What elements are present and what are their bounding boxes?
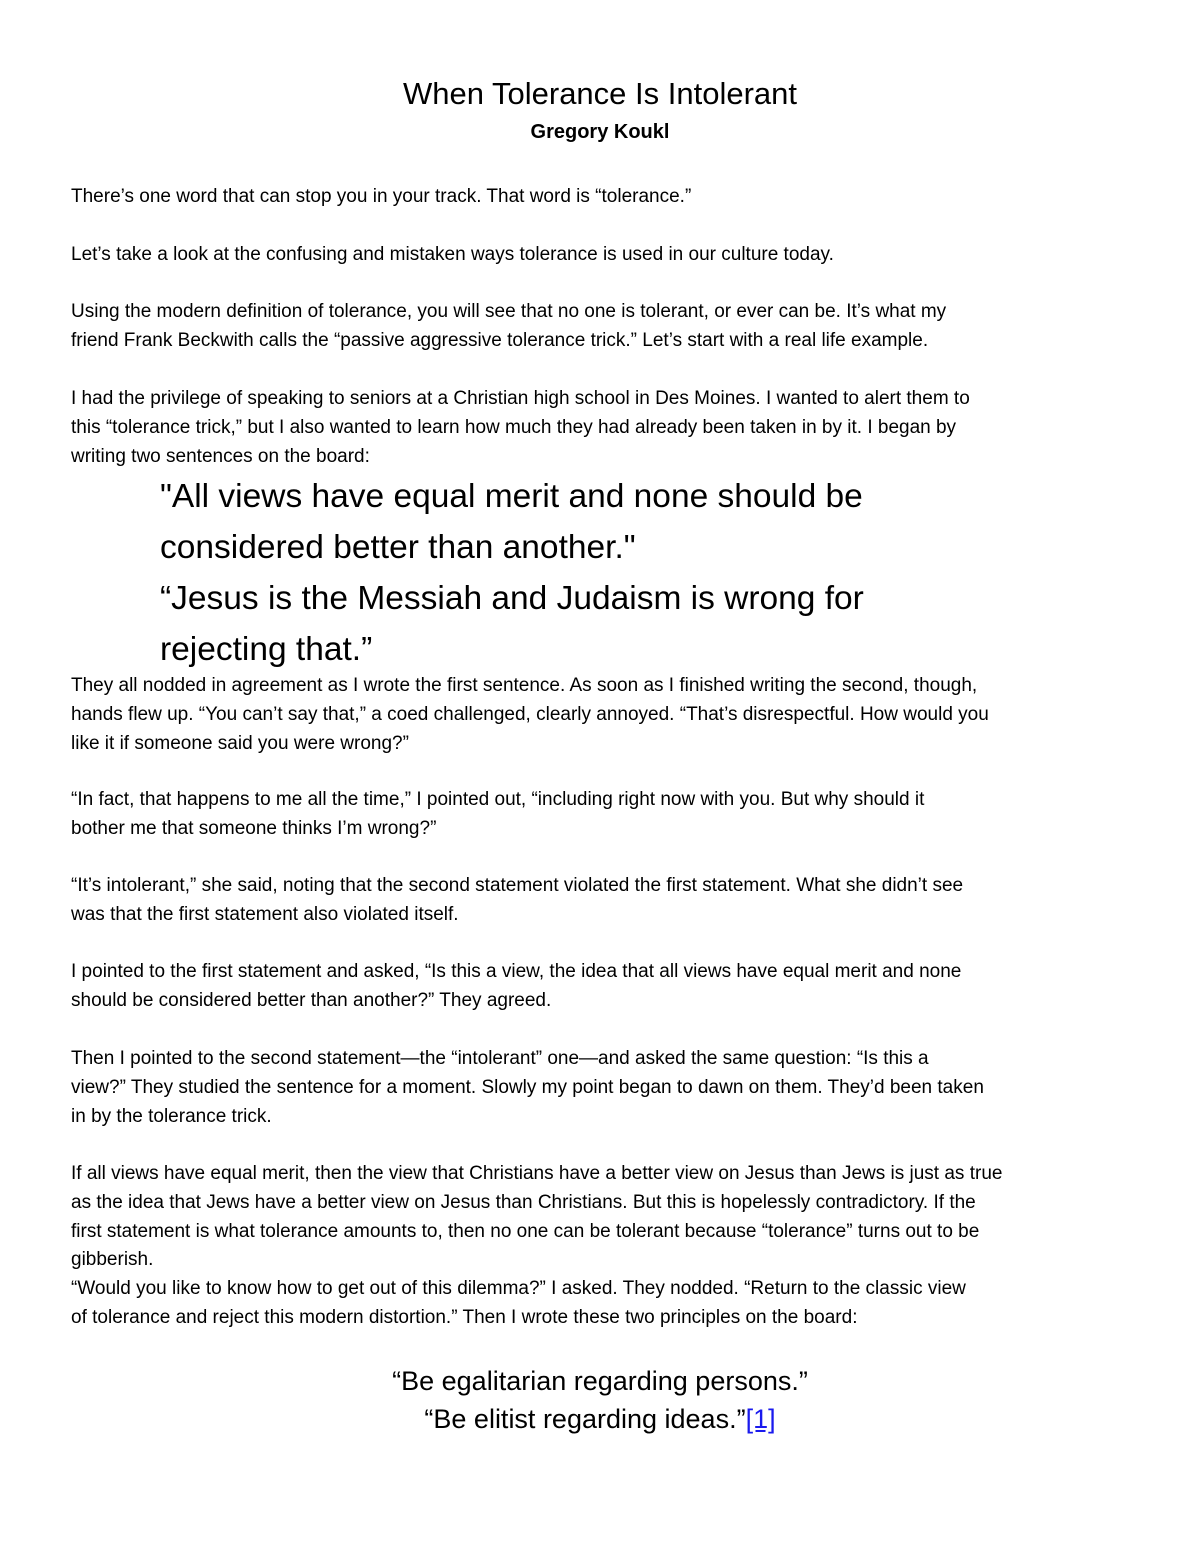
board-quote bbox=[160, 471, 1060, 675]
paragraph-line: Then I pointed to the second statement—the “intolerant” one—and asked the same question: “Is this a bbox=[71, 1048, 929, 1069]
paragraph-5 bbox=[71, 672, 1136, 758]
paragraph-line: writing two sentences on the board: bbox=[71, 445, 370, 467]
board-quote-line: “Jesus is the Messiah and Judaism is wrong for bbox=[160, 580, 864, 617]
paragraph-7 bbox=[71, 872, 1136, 930]
footnote-link[interactable]: [1] bbox=[745, 1404, 776, 1434]
principle-line-2-text: “Be elitist regarding ideas.” bbox=[424, 1404, 746, 1434]
paragraph-line: “Would you like to know how to get out of this dilemma?” I asked. They nodded. “Return to the classic view bbox=[71, 1278, 966, 1300]
paragraph-line: I had the privilege of speaking to seniors at a Christian high school in Des Moines. I wanted to alert them to bbox=[71, 388, 970, 409]
paragraph-line: first statement is what tolerance amounts to, then no one can be tolerant because “tolerance” turns out to be bbox=[71, 1220, 980, 1242]
paragraph-line: gibberish. bbox=[71, 1249, 154, 1271]
paragraph-4 bbox=[71, 385, 1136, 471]
paragraph-line: I pointed to the first statement and asked, “Is this a view, the idea that all views have equal merit and none bbox=[71, 961, 962, 982]
paragraph-line: like it if someone said you were wrong?” bbox=[71, 732, 409, 754]
principles-block bbox=[0, 1362, 1200, 1438]
paragraph-10 bbox=[71, 1160, 1136, 1333]
principle-line-2 bbox=[0, 1400, 1200, 1438]
paragraph-line: as the idea that Jews have a better view on Jesus than Christians. But this is hopelessly contradictory. If the bbox=[71, 1191, 976, 1213]
paragraph-line: “It’s intolerant,” she said, noting that the second statement violated the first statement. What she didn’t see bbox=[71, 875, 964, 896]
principle-line-1: “Be egalitarian regarding persons.” bbox=[392, 1366, 808, 1396]
paragraph-2 bbox=[71, 241, 1136, 270]
board-quote-line: considered better than another." bbox=[160, 529, 636, 566]
paragraph-line: this “tolerance trick,” but I also wanted to learn how much they had already been taken in by it. I began by bbox=[71, 416, 957, 438]
paragraph-9 bbox=[71, 1045, 1136, 1131]
paragraph-6 bbox=[71, 786, 1136, 844]
paragraph-line: should be considered better than another?” They agreed. bbox=[71, 989, 552, 1011]
paragraph-line: hands flew up. “You can’t say that,” a coed challenged, clearly annoyed. “That’s disrespectful. How would you bbox=[71, 703, 989, 725]
paragraph-3 bbox=[71, 298, 1136, 356]
paragraph-line: Using the modern definition of tolerance, you will see that no one is tolerant, or ever can be. It’s what my bbox=[71, 301, 947, 322]
document-author: Gregory Koukl bbox=[530, 121, 670, 143]
paragraph-1 bbox=[71, 183, 1136, 212]
paragraph-line: bother me that someone thinks I’m wrong?” bbox=[71, 817, 437, 839]
board-quote-line: rejecting that.” bbox=[160, 631, 373, 668]
paragraph-line: Let’s take a look at the confusing and mistaken ways tolerance is used in our culture today. bbox=[71, 244, 834, 265]
paragraph-line: If all views have equal merit, then the view that Christians have a better view on Jesus than Jews is just as true bbox=[71, 1163, 1003, 1184]
paragraph-line: They all nodded in agreement as I wrote the first sentence. As soon as I finished writing the second, though, bbox=[71, 675, 978, 696]
document-title: When Tolerance Is Intolerant bbox=[402, 76, 798, 111]
paragraph-line: friend Frank Beckwith calls the “passive aggressive tolerance trick.” Let’s start with a real life example. bbox=[71, 329, 929, 351]
paragraph-line: view?” They studied the sentence for a moment. Slowly my point began to dawn on them. They’d been taken bbox=[71, 1076, 984, 1098]
paragraph-8 bbox=[71, 958, 1136, 1016]
paragraph-line: of tolerance and reject this modern distortion.” Then I wrote these two principles on the board: bbox=[71, 1306, 858, 1328]
paragraph-line: was that the first statement also violated itself. bbox=[71, 903, 459, 925]
paragraph-line: in by the tolerance trick. bbox=[71, 1105, 272, 1127]
paragraph-line: There’s one word that can stop you in your track. That word is “tolerance.” bbox=[71, 186, 692, 207]
paragraph-line: “In fact, that happens to me all the time,” I pointed out, “including right now with you. But why should it bbox=[71, 789, 925, 810]
board-quote-line: "All views have equal merit and none should be bbox=[160, 478, 863, 515]
